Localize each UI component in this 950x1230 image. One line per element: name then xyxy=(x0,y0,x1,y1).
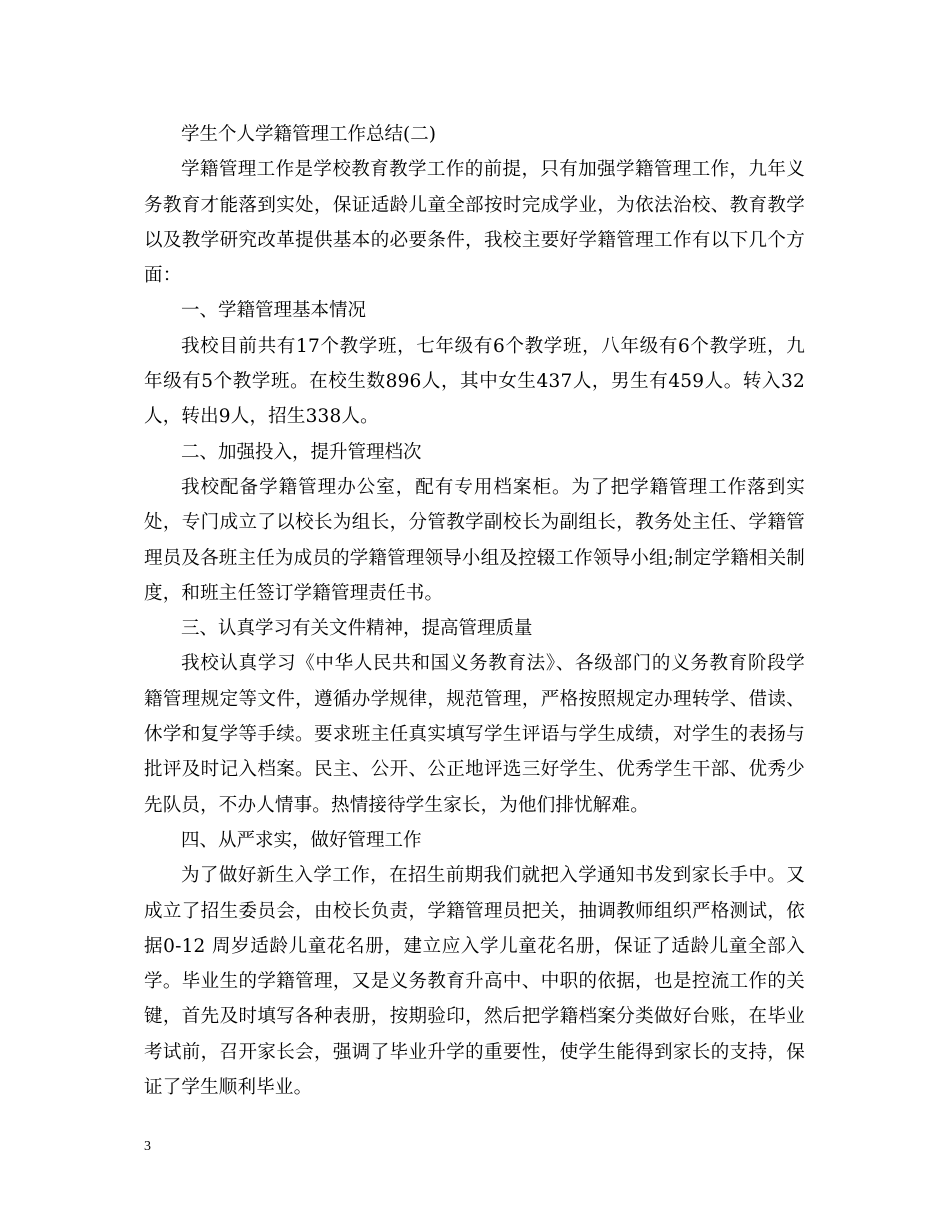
intro-paragraph: 学籍管理工作是学校教育教学工作的前提，只有加强学籍管理工作，九年义务教育才能落到实处，保证适龄儿童全部按时完成学业，为依法治校、教育教学以及教学研究改革提供基本的必要条件，我校主要好学籍管理工作有以下几个方面： xyxy=(144,159,805,287)
document-title: 学生个人学籍管理工作总结(二) xyxy=(181,124,436,145)
section-heading-4: 四、从严求实，做好管理工作 xyxy=(181,829,422,851)
section-heading-2: 二、加强投入，提升管理档次 xyxy=(181,441,422,463)
section-body-1: 我校目前共有17个教学班，七年级有6个教学班，八年级有6个教学班，九年级有5个教学班。在校生数896人，其中女生437人，男生有459人。转入32人，转出9人，招生338人。 xyxy=(144,335,805,428)
section-body-3: 我校认真学习《中华人民共和国义务教育法》、各级部门的义务教育阶段学籍管理规定等文件，遵循办学规律，规范管理，严格按照规定办理转学、借读、休学和复学等手续。要求班主任真实填写学生评语与学生成绩，对学生的表扬与批评及时记入档案。民主、公开、公正地评选三好学生、优秀学生干部、优秀少先队员，不办人情事。热情接待学生家长，为他们排忧解难。 xyxy=(144,653,805,816)
section-heading-1: 一、学籍管理基本情况 xyxy=(181,300,367,322)
document-body xyxy=(144,117,805,1105)
page-number: 3 xyxy=(144,1139,151,1154)
section-body-2: 我校配备学籍管理办公室，配有专用档案柜。为了把学籍管理工作落到实处，专门成立了以校长为组长，分管教学副校长为副组长，教务处主任、学籍管理员及各班主任为成员的学籍管理领导小组及控辍工作领导小组;制定学籍相关制度，和班主任签订学籍管理责任书。 xyxy=(144,476,805,604)
section-heading-3: 三、认真学习有关文件精神，提高管理质量 xyxy=(181,618,533,640)
section-body-4: 为了做好新生入学工作，在招生前期我们就把入学通知书发到家长手中。又成立了招生委员会，由校长负责，学籍管理员把关，抽调教师组织严格测试，依据0-12 周岁适龄儿童花名册，建立应入学儿童花名册，保证了适龄儿童全部入学。毕业生的学籍管理，又是义务教育升高中、中职的依据，也是控流工作的关键，首先及时填写各种表册，按期验印，然后把学籍档案分类做好台账，在毕业考试前，召开家长会，强调了毕业升学的重要性，使学生能得到家长的支持，保证了学生顺利毕业。 xyxy=(144,865,805,1099)
